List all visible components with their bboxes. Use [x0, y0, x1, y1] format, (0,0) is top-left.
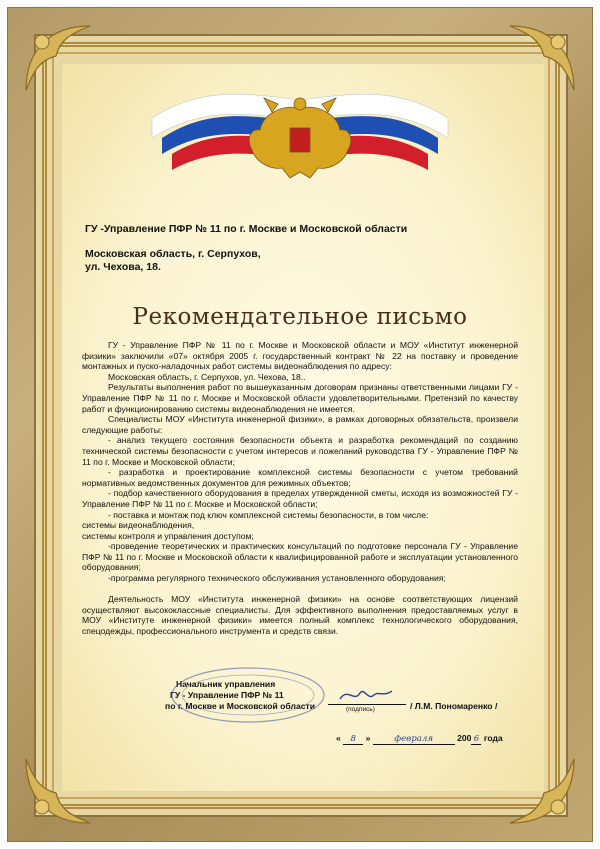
body-paragraph: - подбор качественного оборудования в пределах утвержденной сметы, исходя из возможностей ГУ - Управление ПФР № 11 по г. Москве и Московской области;: [82, 488, 518, 509]
signer-name: / Л.М. Пономаренко /: [410, 701, 498, 711]
body-paragraph: - анализ текущего состояния безопасности объекта и разработка рекомендаций по созданию технической системы безопасности с учетом интересов и пожеланий руководства ГУ - Управление ПФР № 11 по г. Москве и Московской области;: [82, 435, 518, 467]
body-paragraph: ГУ - Управление ПФР № 11 по г. Москве и Московской области и МОУ «Институт инженерной физики» заключили «07» октября 2005 г. государственный контракт № 22 на поставку и проведение монтажных и пуско-наладочных работ системы видеонаблюдения по адресу:: [82, 340, 518, 372]
body-paragraph: системы видеонаблюдения,: [82, 520, 195, 531]
corner-ornament-icon: [20, 751, 98, 829]
body-paragraph: [82, 584, 518, 595]
date-year-suffix: года: [483, 733, 503, 743]
organization-name: ГУ -Управление ПФР № 11 по г. Москве и Московской области: [85, 223, 408, 235]
body-paragraph: -программа регулярного технического обслуживания установленного оборудования;: [108, 573, 446, 584]
date-year-prefix: 200: [457, 733, 472, 743]
address-line-1: Московская область, г. Серпухов,: [85, 248, 261, 260]
stamp-seal-icon: [168, 664, 328, 726]
signer-position-1: Начальник управления: [176, 679, 276, 689]
flag-emblem-icon: [0, 0, 600, 200]
handwritten-signature-icon: [336, 683, 396, 705]
date-row: [336, 733, 503, 745]
body-paragraph: - поставка и монтаж под ключ комплексной системы безопасности, в том числе:: [108, 509, 429, 520]
date-open-quote: «: [336, 733, 341, 743]
signer-position-2: ГУ - Управление ПФР № 11: [170, 690, 284, 700]
body-paragraph: системы контроля и управления доступом;: [82, 530, 254, 541]
signature-caption: (подпись): [346, 706, 375, 713]
date-day: 8: [343, 734, 363, 745]
date-year-digit: 6: [471, 734, 481, 745]
body-paragraph: Деятельность МОУ «Института инженерной физики» на основе соответствующих лицензий осуществляют высококлассные специалисты. Для эффективного выполнения предоставляемых услуг в МОУ «Институте инженерной физики» имеется полный комплекс технологического оборудования, спецодежды, профессионального инструмента и средств связи.: [82, 594, 518, 637]
corner-ornament-icon: [502, 751, 580, 829]
document-title: Рекомендательное письмо: [132, 304, 468, 330]
address-line-2: ул. Чехова, 18.: [85, 261, 161, 273]
date-close-quote: »: [365, 733, 371, 743]
body-paragraph: - разработка и проектирование комплексной системы безопасности с учетом требований нормативных ведомственных документов для режимных объектов;: [82, 467, 518, 488]
body-paragraph: Результаты выполнения работ по вышеуказанным договорам признаны ответственными лицами ГУ - Управление ПФР № 11 по г. Москве и Московской области удовлетворительными. Претензий по качеству работ и функционированию системы видеонаблюдения не имеется.: [82, 382, 518, 414]
date-month: февраля: [373, 734, 455, 745]
body-paragraph: Московская область, г. Серпухов, ул. Чехова, 18..: [108, 371, 306, 382]
body-paragraph: -проведение теоретических и практических консультаций по подготовке персонала ГУ - Управление ПФР № 11 по г. Москве и Московской области к квалифицированной работе и эксплуатации установленного оборудования;: [82, 541, 518, 573]
signer-position-3: по г. Москве и Московской области: [165, 701, 316, 711]
letter-body: [82, 340, 518, 637]
body-paragraph: Специалисты МОУ «Института инженерной физики», в рамках договорных обязательств, произвели следующие работы:: [82, 414, 518, 435]
